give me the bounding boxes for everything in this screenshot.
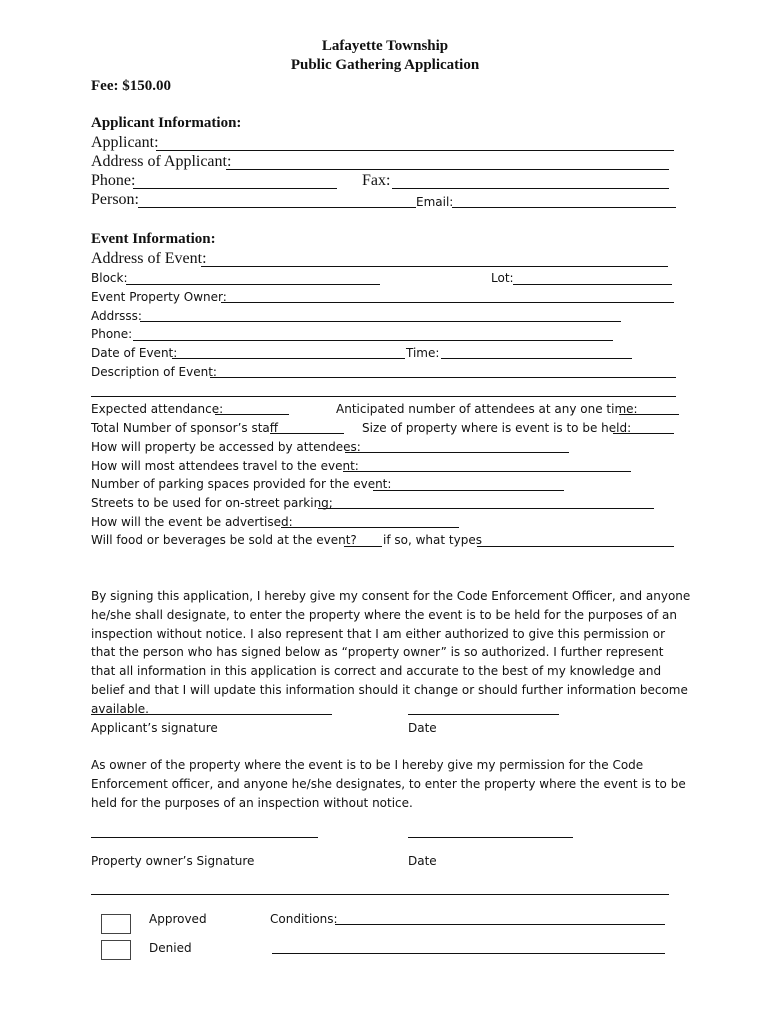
access-label: How will property be accessed by attendees:	[91, 440, 361, 454]
sponsor-staff-input-line[interactable]	[270, 433, 344, 434]
event-section-heading: Event Information:	[91, 231, 216, 247]
lot-label: Lot:	[491, 271, 514, 285]
applicant-date-line[interactable]	[408, 714, 559, 715]
person-input-line[interactable]	[138, 207, 416, 208]
food-question-label: Will food or beverages be sold at the event?	[91, 533, 357, 547]
section-divider	[91, 894, 669, 895]
owner-phone-input-line[interactable]	[133, 340, 613, 341]
description-label: Description of Event:	[91, 365, 217, 379]
owner-address-input-line[interactable]	[140, 321, 621, 322]
owner-address-label: Addrsss:	[91, 309, 142, 323]
property-size-label: Size of property where is event is to be held:	[362, 421, 632, 435]
phone-label: Phone:	[91, 172, 136, 189]
streets-input-line[interactable]	[318, 508, 654, 509]
event-date-label: Date of Event:	[91, 346, 178, 360]
lot-input-line[interactable]	[513, 284, 672, 285]
applicant-date-label: Date	[408, 721, 437, 735]
event-date-input-line[interactable]	[172, 358, 405, 359]
denied-label: Denied	[149, 941, 192, 955]
fax-input-line[interactable]	[392, 188, 669, 189]
streets-label: Streets to be used for on-street parking;	[91, 496, 333, 510]
owner-phone-label: Phone:	[91, 327, 133, 341]
applicant-signature-label: Applicant’s signature	[91, 721, 218, 735]
property-owner-input-line[interactable]	[221, 302, 674, 303]
description-input-line[interactable]	[210, 377, 676, 378]
owner-signature-label: Property owner’s Signature	[91, 854, 255, 868]
travel-input-line[interactable]	[343, 471, 631, 472]
parking-input-line[interactable]	[373, 490, 564, 491]
advertised-input-line[interactable]	[281, 527, 459, 528]
event-address-input-line[interactable]	[201, 266, 668, 267]
denied-checkbox[interactable]	[101, 940, 131, 960]
applicant-section-heading: Applicant Information:	[91, 115, 242, 131]
fee-label: Fee: $150.00	[91, 78, 171, 94]
food-types-input-line[interactable]	[477, 546, 674, 547]
block-input-line[interactable]	[126, 284, 380, 285]
applicant-address-input-line[interactable]	[226, 169, 669, 170]
travel-label: How will most attendees travel to the event:	[91, 459, 359, 473]
event-address-label: Address of Event:	[91, 250, 207, 267]
advertised-label: How will the event be advertised:	[91, 515, 293, 529]
conditions-label: Conditions:	[270, 912, 338, 926]
form-title: Public Gathering Application	[290, 57, 480, 73]
conditions-input-line-2[interactable]	[272, 953, 665, 954]
expected-attendance-label: Expected attendance:	[91, 402, 224, 416]
event-time-input-line[interactable]	[441, 358, 632, 359]
phone-input-line[interactable]	[133, 188, 337, 189]
approved-checkbox[interactable]	[101, 914, 131, 934]
owner-date-label: Date	[408, 854, 437, 868]
owner-consent-paragraph: As owner of the property where the event is to be I hereby give my permission for the Code Enforcement officer, and anyone he/she designates, to enter the property where the event is to be held for the purposes of an inspection without notice.	[91, 758, 686, 810]
event-time-label: Time:	[406, 346, 440, 360]
property-size-input-line[interactable]	[613, 433, 674, 434]
food-answer-input-line[interactable]	[344, 546, 382, 547]
township-name: Lafayette Township	[321, 38, 449, 54]
applicant-label: Applicant:	[91, 134, 159, 151]
person-label: Person:	[91, 191, 139, 208]
description-input-line-2[interactable]	[91, 396, 676, 397]
parking-label: Number of parking spaces provided for the event:	[91, 477, 392, 491]
property-owner-label: Event Property Owner:	[91, 290, 227, 304]
access-input-line[interactable]	[345, 452, 569, 453]
conditions-input-line[interactable]	[335, 924, 665, 925]
consent-paragraph: By signing this application, I hereby give my consent for the Code Enforcement Officer, and anyone he/she shall designate, to enter the property where the event is to be held for the purposes of an inspection without notice. I also represent that I am either authorized to give this permission or that the person who has signed below as “property owner” is so authorized. I further represent that all information in this application is correct and accurate to the best of my knowledge and belief and that I will update this information should it change or should further information become available.	[91, 589, 691, 716]
expected-attendance-input-line[interactable]	[215, 414, 289, 415]
applicant-input-line[interactable]	[156, 150, 674, 151]
owner-signature-line[interactable]	[91, 837, 318, 838]
sponsor-staff-label: Total Number of sponsor’s staff	[91, 421, 279, 435]
fax-label: Fax:	[362, 172, 391, 189]
email-input-line[interactable]	[452, 207, 676, 208]
applicant-signature-line[interactable]	[91, 714, 332, 715]
approved-label: Approved	[149, 912, 207, 926]
anticipated-attendees-input-line[interactable]	[619, 414, 679, 415]
email-label: Email:	[416, 195, 454, 209]
owner-date-line[interactable]	[408, 837, 573, 838]
food-types-label: if so, what types	[383, 533, 482, 547]
block-label: Block:	[91, 271, 128, 285]
anticipated-attendees-label: Anticipated number of attendees at any one time:	[336, 402, 638, 416]
applicant-address-label: Address of Applicant:	[91, 153, 232, 170]
